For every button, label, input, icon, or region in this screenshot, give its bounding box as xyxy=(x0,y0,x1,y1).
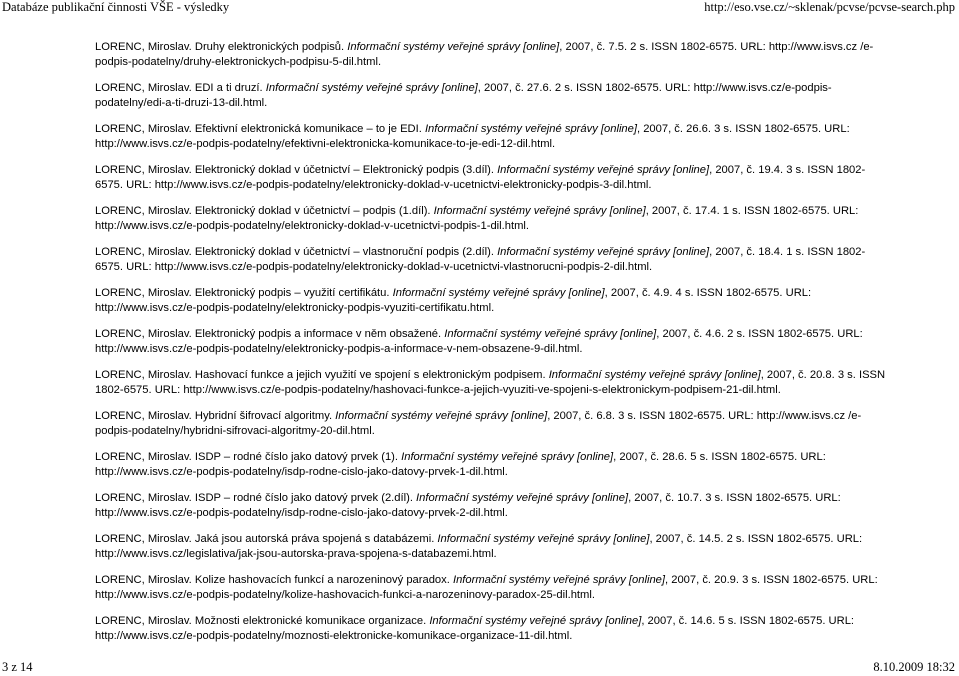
reference-entry: LORENC, Miroslav. Hybridní šifrovací algoritmy. Informační systémy veřejné správy [online], 2007, č. 6.8. 3 s. ISSN 1802-6575. URL: http://www.isvs.cz /e-podpis-podatelny/hybridni-sifrovaci-algoritmy-20-dil.html. xyxy=(95,410,862,437)
page-url: http://eso.vse.cz/~sklenak/pcvse/pcvse-search.php xyxy=(704,0,955,14)
reference-entry: LORENC, Miroslav. ISDP – rodné číslo jako datový prvek (2.díl). Informační systémy veřejné správy [online], 2007, č. 10.7. 3 s. ISSN 1802-6575. URL: http://www.isvs.cz/e-podpis-podatelny/isdp-rodne-cislo-jako-datovy-prvek-2-dil.html. xyxy=(95,492,841,519)
reference-entry: LORENC, Miroslav. Elektronický doklad v účetnictví – vlastnoruční podpis (2.díl). Informační systémy veřejné správy [online], 2007, č. 18.4. 1 s. ISSN 1802-6575. URL: http://www.isvs.cz/e-podpis-podatelny/elektronicky-doklad-v-ucetnictvi-vlastnorucni-podpis-2-dil.html. xyxy=(95,246,866,273)
reference-entry: LORENC, Miroslav. Elektronický doklad v účetnictví – Elektronický podpis (3.díl). Informační systémy veřejné správy [online], 2007, č. 19.4. 3 s. ISSN 1802-6575. URL: http://www.isvs.cz/e-podpis-podatelny/elektronicky-doklad-v-ucetnictvi-elektronicky-podpis-3-dil.html. xyxy=(95,164,866,191)
page-footer xyxy=(2,660,955,676)
reference-entry: LORENC, Miroslav. Druhy elektronických podpisů. Informační systémy veřejné správy [online], 2007, č. 7.5. 2 s. ISSN 1802-6575. URL: http://www.isvs.cz /e-podpis-podatelny/druhy-elektronickych-podpisu-5-dil.html. xyxy=(95,41,874,68)
reference-list xyxy=(95,40,890,655)
reference-entry: LORENC, Miroslav. Efektivní elektronická komunikace – to je EDI. Informační systémy veřejné správy [online], 2007, č. 26.6. 3 s. ISSN 1802-6575. URL: http://www.isvs.cz/e-podpis-podatelny/efektivni-elektronicka-komunikace-to-je-edi-12-dil.html. xyxy=(95,123,850,150)
page-header xyxy=(2,0,955,16)
page-title: Databáze publikační činnosti VŠE - výsledky xyxy=(2,0,230,14)
reference-entry: LORENC, Miroslav. Elektronický doklad v účetnictví – podpis (1.díl). Informační systémy veřejné správy [online], 2007, č. 17.4. 1 s. ISSN 1802-6575. URL: http://www.isvs.cz/e-podpis-podatelny/elektronicky-doklad-v-ucetnictvi-podpis-1-dil.html. xyxy=(95,205,859,232)
reference-entry: LORENC, Miroslav. Možnosti elektronické komunikace organizace. Informační systémy veřejné správy [online], 2007, č. 14.6. 5 s. ISSN 1802-6575. URL: http://www.isvs.cz/e-podpis-podatelny/moznosti-elektronicke-komunikace-organizace-11-dil.html. xyxy=(95,615,855,642)
reference-entry: LORENC, Miroslav. Elektronický podpis a informace v něm obsažené. Informační systémy veřejné správy [online], 2007, č. 4.6. 2 s. ISSN 1802-6575. URL: http://www.isvs.cz/e-podpis-podatelny/elektronicky-podpis-a-informace-v-nem-obsazene-9-dil.html. xyxy=(95,328,863,355)
reference-entry: LORENC, Miroslav. ISDP – rodné číslo jako datový prvek (1). Informační systémy veřejné správy [online], 2007, č. 28.6. 5 s. ISSN 1802-6575. URL: http://www.isvs.cz/e-podpis-podatelny/isdp-rodne-cislo-jako-datovy-prvek-1-dil.html. xyxy=(95,451,826,478)
print-datetime: 8.10.2009 18:32 xyxy=(873,660,955,674)
reference-entry: LORENC, Miroslav. EDI a ti druzí. Informační systémy veřejné správy [online], 2007, č. 27.6. 2 s. ISSN 1802-6575. URL: http://www.isvs.cz/e-podpis-podatelny/edi-a-ti-druzi-13-dil.html. xyxy=(95,82,832,109)
reference-entry: LORENC, Miroslav. Jaká jsou autorská práva spojená s databázemi. Informační systémy veřejné správy [online], 2007, č. 14.5. 2 s. ISSN 1802-6575. URL: http://www.isvs.cz/legislativa/jak-jsou-autorska-prava-spojena-s-databazemi.html. xyxy=(95,533,863,560)
reference-entry: LORENC, Miroslav. Elektronický podpis – využití certifikátu. Informační systémy veřejné správy [online], 2007, č. 4.9. 4 s. ISSN 1802-6575. URL: http://www.isvs.cz/e-podpis-podatelny/elektronicky-podpis-vyuziti-certifikatu.html. xyxy=(95,287,812,314)
reference-entry: LORENC, Miroslav. Kolize hashovacích funkcí a narozeninový paradox. Informační systémy veřejné správy [online], 2007, č. 20.9. 3 s. ISSN 1802-6575. URL: http://www.isvs.cz/e-podpis-podatelny/kolize-hashovacich-funkci-a-narozeninovy-paradox-25-dil.html. xyxy=(95,574,878,601)
reference-entry: LORENC, Miroslav. Hashovací funkce a jejich využití ve spojení s elektronickým podpisem. Informační systémy veřejné správy [online], 2007, č. 20.8. 3 s. ISSN 1802-6575. URL: http://www.isvs.cz/e-podpis-podatelny/hashovaci-funkce-a-jejich-vyuziti-ve-spojeni-s-elektronickym-podpisem-21-dil.html. xyxy=(95,369,886,396)
page-number: 3 z 14 xyxy=(2,660,33,674)
